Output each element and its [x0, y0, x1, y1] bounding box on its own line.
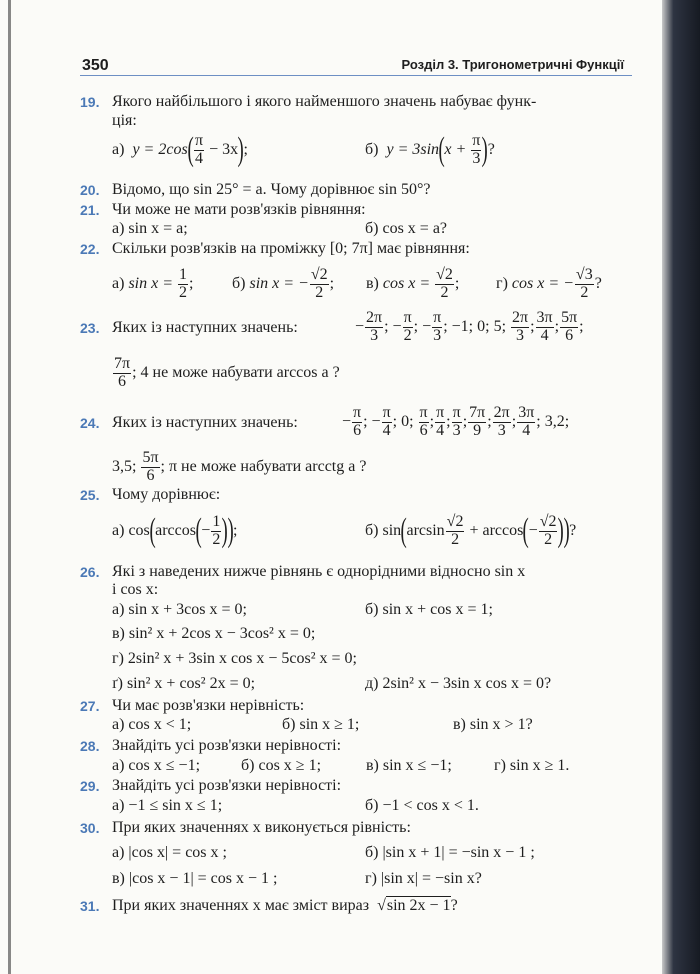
- problem-part-a: а) −1 ≤ sin x ≤ 1;: [112, 797, 223, 814]
- problem-parts-row: а) sin x = $\frac{1}{2}$ ;: [112, 266, 194, 301]
- problem-text: Чи може не мати розв'язків рівняння:: [112, 201, 366, 218]
- problem-number: 31.: [80, 898, 100, 914]
- fraction: $\frac{√3}{2}$: [575, 266, 593, 301]
- problem-number: 20.: [80, 182, 100, 198]
- fraction: $\frac{7\pi}{6}$: [114, 355, 131, 390]
- problem-number: 30.: [80, 820, 100, 836]
- fraction: $\frac{2\pi}{3}$: [493, 404, 510, 439]
- problem-part-f: д) 2sin² x − 3sin x cos x = 0?: [365, 675, 552, 692]
- fraction: $\frac{5\pi}{6}$: [561, 309, 578, 344]
- fraction: $\frac{√2}{2}$: [310, 266, 328, 301]
- fraction: $\frac{1}{2}$: [212, 513, 221, 548]
- problem-part-b: б) sin x ≥ 1;: [282, 716, 360, 733]
- bracket: ): [237, 131, 244, 169]
- problem-text: Яких із наступних значень:: [112, 414, 298, 431]
- bracket: (: [187, 131, 194, 169]
- problem-text: Якого найбільшого і якого найменшого значень набуває функ-: [112, 93, 537, 110]
- problem-number: 28.: [80, 738, 100, 754]
- problem-number: 19.: [80, 94, 100, 110]
- radicand: sin 2x − 1: [386, 897, 451, 914]
- problem-number: 29.: [80, 778, 100, 794]
- problem-part-a: а) cos(arccos(− $\frac{1}{2}$ ));: [112, 512, 238, 550]
- problem-part-b: б) −1 < cos x < 1.: [365, 797, 479, 814]
- problem-part-d: г) 2sin² x + 3sin x cos x − 5cos² x = 0;: [112, 650, 357, 667]
- problem-text: Які з наведених нижче рівнянь є однорідними відносно sin x: [112, 563, 526, 580]
- problem-part-a: а) y = 2cos( $\frac{\pi}{4}$ − 3x);: [112, 131, 248, 169]
- problem-part-c: в) sin² x + 2cos x − 3cos² x = 0;: [112, 625, 316, 642]
- fraction: $\frac{3\pi}{4}$: [518, 404, 535, 439]
- fraction: $\frac{3\pi}{4}$: [536, 309, 553, 344]
- fraction: $\frac{√2}{2}$: [436, 266, 453, 301]
- problem-part-e: ґ) sin² x + cos² 2x = 0;: [112, 675, 256, 692]
- problem-text: Знайдіть усі розв'язки нерівності:: [112, 737, 342, 754]
- fraction: $\frac{√2}{2}$: [539, 513, 557, 548]
- problem-part-a: а) |cos x| = cos x ;: [112, 844, 227, 861]
- problem-number: 21.: [80, 202, 100, 218]
- page-edge-shadow: [662, 0, 700, 974]
- fraction: $\frac{\pi}{3}$: [452, 404, 461, 439]
- problem-text: Чому дорівнює:: [112, 486, 221, 503]
- part-label: б): [365, 141, 379, 158]
- problem-text: Чи має розв'язки нерівність:: [112, 697, 305, 714]
- page-binding-edge: [8, 0, 11, 974]
- problem-parts-row: в) cos x = $\frac{√2}{2}$ ;: [366, 266, 460, 301]
- problem-text: При яких значеннях x має зміст вираз: [112, 897, 370, 914]
- problem-parts-row: г) cos x = − $\frac{√3}{2}$ ?: [496, 266, 602, 301]
- problem-part-b: б) sin x + cos x = 1;: [365, 601, 493, 618]
- problem-text: ція:: [112, 112, 137, 129]
- fraction: $\frac{\pi}{6}$: [419, 404, 428, 439]
- problem-part-d: г) |sin x| = −sin x?: [365, 870, 482, 887]
- problem-text: і cos x:: [112, 581, 159, 598]
- value-list-continued: $\frac{7\pi}{6}$ ; 4 не може набувати arccos a ?: [114, 355, 340, 390]
- fraction: $\frac{\pi}{2}$: [403, 309, 412, 344]
- part-label: а): [112, 141, 125, 158]
- bracket: (: [438, 131, 445, 169]
- fraction: $\frac{7\pi}{9}$: [469, 404, 486, 439]
- problem-part-a: а) sin x + 3cos x = 0;: [112, 601, 247, 618]
- problem-text: Скільки розв'язків на проміжку [0; 7π] має рівняння:: [112, 240, 470, 257]
- expression: y = 2cos: [132, 141, 188, 158]
- fraction: $\frac{\pi}{4}$: [382, 404, 391, 439]
- problem-text: Яких із наступних значень:: [112, 319, 298, 336]
- problem-number: 26.: [80, 564, 100, 580]
- problem-part-b: б) cos x = a?: [365, 220, 448, 237]
- expression: − 3x: [205, 141, 239, 158]
- page-number: 350: [82, 57, 109, 74]
- header-rule: [80, 75, 632, 76]
- value-list: − $\frac{\pi}{6}$ ; − $\frac{\pi}{4}$ ; 0; $\frac{\pi}{6}$ ; $\frac{\pi}{4}$ ; $\frac{\pi}{3}$ ; $\frac{7\pi}{9}$ ; $\frac{2\pi}{3}$ ; $\frac{3\pi}{4}$ ; 3,2;: [342, 404, 570, 439]
- fraction: $\frac{\pi}{3}$: [433, 309, 442, 344]
- problem-text-row: При яких значеннях x має зміст вираз √sin 2x − 1?: [112, 897, 458, 914]
- problem-number: 24.: [80, 415, 100, 431]
- fraction: $\frac{\pi}{4}$: [436, 404, 445, 439]
- problem-number: 23.: [80, 320, 100, 336]
- fraction: $\frac{5\pi}{6}$: [142, 449, 159, 484]
- problem-part-c: в) sin x > 1?: [453, 716, 533, 733]
- problem-number: 27.: [80, 698, 100, 714]
- fraction: $\frac{√2}{2}$: [446, 513, 464, 548]
- problem-number: 22.: [80, 241, 100, 257]
- fraction: $\frac{\pi}{4}$: [195, 132, 204, 167]
- problem-text: При яких значеннях x виконується рівність:: [112, 819, 411, 836]
- expression: y = 3sin: [386, 141, 440, 158]
- problem-part-a: а) cos x < 1;: [112, 716, 192, 733]
- problem-part-b: б) y = 3sin(x + $\frac{\pi}{3}$ )?: [365, 131, 495, 169]
- problem-parts-row: б) sin x = − $\frac{√2}{2}$ ;: [232, 266, 335, 301]
- problem-part-b: б) sin(arcsin $\frac{√2}{2}$ + arccos(− $\frac{√2}{2}$ ))?: [365, 512, 577, 550]
- fraction: $\frac{\pi}{6}$: [353, 404, 362, 439]
- problem-number: 25.: [80, 487, 100, 503]
- problem-part-a: а) sin x = a;: [112, 220, 188, 237]
- bracket: ): [481, 131, 489, 169]
- sqrt-sign: √: [377, 897, 386, 914]
- fraction: $\frac{1}{2}$: [179, 266, 188, 301]
- problem-part-b: б) |sin x + 1| = −sin x − 1 ;: [365, 844, 535, 861]
- problem-part-c: в) |cos x − 1| = cos x − 1 ;: [112, 870, 278, 887]
- problem-part-c: в) sin x ≤ −1;: [366, 757, 452, 774]
- value-list: − $\frac{2\pi}{3}$ ; − $\frac{\pi}{2}$ ; − $\frac{\pi}{3}$ ; −1; 0; 5; $\frac{2\pi}{3}$ ; $\frac{3\pi}{4}$ ; $\frac{5\pi}{6}$ ;: [355, 309, 584, 344]
- value-list-continued: 3,5; $\frac{5\pi}{6}$ ; π не може набувати arcctg a ?: [112, 449, 367, 484]
- problem-part-d: г) sin x ≥ 1.: [494, 757, 570, 774]
- running-head: Розділ 3. Тригонометричні Функції: [401, 57, 624, 72]
- problem-text: Знайдіть усі розв'язки нерівності:: [112, 777, 342, 794]
- problem-part-b: б) cos x ≥ 1;: [241, 757, 322, 774]
- fraction: $\frac{\pi}{3}$: [472, 132, 481, 167]
- fraction: $\frac{2\pi}{3}$: [512, 309, 529, 344]
- problem-part-a: а) cos x ≤ −1;: [112, 757, 201, 774]
- problem-text: Відомо, що sin 25° = a. Чому дорівнює sin 50°?: [112, 181, 431, 198]
- fraction: $\frac{2\pi}{3}$: [366, 309, 383, 344]
